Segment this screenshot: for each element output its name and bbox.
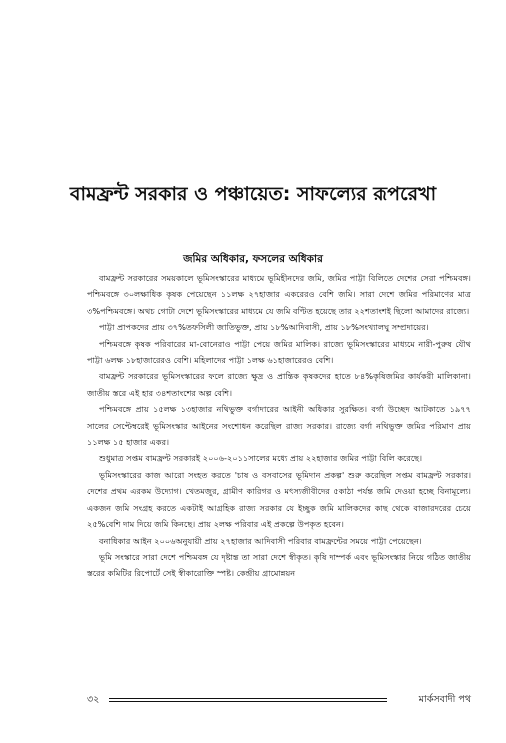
journal-name: মার্কসবাদী পথ xyxy=(418,694,471,705)
paragraph: পশ্চিমবঙ্গে প্রায় ১৫লক্ষ ১৩হাজার নথিভুক্ত বর্গাদারের আইনী অধিকার সুরক্ষিত। বর্গা উচ্ছেদ আটকাতে ১৯৭৭ সালের সেপ্টেম্বরেই ভূমিসংস্কার আইনের সংশোধন করেছিল রাজ্য সরকার। রাজ্যে বর্গা নথিভুক্ত জমির পরিমাণ প্রায় ১১লক্ষ ১৫ হাজার একর। xyxy=(87,404,471,448)
paragraph: বনাধিকার আইন ২০০৬অনুযায়ী প্রায় ২৭হাজার আদিবাসী পরিবার বামফ্রন্টের সময়ে পাট্টা পেয়েছেন। xyxy=(99,535,422,546)
article-body xyxy=(87,270,471,582)
section-heading: জমির অধিকার, ফসলের অধিকার xyxy=(183,253,323,265)
paragraph: বামফ্রন্ট সরকারের ভূমিসংস্কারের ফলে রাজ্যে ক্ষুদ্র ও প্রান্তিক কৃষকদের হাতে ৮৪%কৃষিজমির কার্যকরী মালিকানা। জাতীয় স্তরে এই হার ৩৪শতাংশের অল্প বেশি। xyxy=(87,371,471,398)
article-title: বামফ্রন্ট সরকার ও পঞ্চায়েত: সাফল্যের রূপরেখা xyxy=(69,183,437,205)
paragraph: বামফ্রন্ট সরকারের সময়কালে ভূমিসংস্কারের মাধ্যমে ভূমিহীনদের জমি, জমির পাট্টা বিলিতে দেশের সেরা পশ্চিমবঙ্গ। পশ্চিমবঙ্গে ৩০লক্ষাধিক কৃষক পেয়েছেন ১১লক্ষ ২৭হাজার একরেরও বেশি জমি। সারা দেশে জমির পরিমাণের মাত্র ৩%পশ্চিমবঙ্গে। অথচ গোটা দেশে ভূমিসংস্কারের মাধ্যমে যে জমি বণ্টিত হয়েছে তার ২২শতাংশই ছিলো আমাদের রাজ্যে। xyxy=(87,273,471,316)
footer-rule xyxy=(109,698,387,704)
paragraph: ভূমিসংস্কারের কাজ আরো সংহত করতে 'চাষ ও বসবাসের ভূমিদান প্রকল্প' শুরু করেছিল সপ্তম বামফ্রন্ট সরকার। দেশের প্রথম এরকম উদ্যোগ। খেতমজুর, গ্রামীণ কারিগর ও মৎস্যজীবীদের ৫কাঠা পর্যন্ত জমি দেওয়া হচ্ছে বিনামূল্যে। একজন জমি সংগ্রহ করতে একটাই আগ্রহিক রাজ্য সরকার যে ইচ্ছুক জমি মালিকদের কাছ থেকে বাজারদরের চেয়ে ২৫%বেশি দাম দিয়ে জমি কিনছে। প্রায় ২লক্ষ পরিবার এই প্রকল্পে উপকৃত হবেন। xyxy=(87,469,471,530)
page-number: ৩২ xyxy=(87,694,100,705)
paragraph: পশ্চিমবঙ্গে কৃষক পরিবারের মা-বোনেরাও পাট্টা পেয়ে জমির মালিক। রাজ্যে ভূমিসংস্কারের মাধ্যমে নারী-পুরুষ যৌথ পাট্টা ৬লক্ষ ১৮হাজারেরও বেশি। মহিলাদের পাট্টা ১লক্ষ ৬১হাজারেরও বেশি। xyxy=(87,338,471,366)
paragraph: পাট্টা প্রাপকদের প্রায় ৩৭%তফসিলী জাতিভুক্ত, প্রায় ১৮%আদিবাসী, প্রায় ১৮%সংখ্যালঘু সম্প্রদায়ের। xyxy=(99,322,429,333)
page-footer xyxy=(87,693,471,707)
paragraph: শুধুমাত্র সপ্তম বামফ্রন্ট সরকারই ২০০৬-২০১১সালের মধ্যে প্রায় ২২হাজার জমির পাট্টা বিলি করেছে। xyxy=(99,453,423,464)
paragraph: ভূমি সংস্কারে সারা দেশে পশ্চিমবঙ্গ যে দৃষ্টান্ত তা সারা দেশে স্বীকৃত। কৃষি দাম্পর্ক এবং ভূমিসংস্কার নিয়ে গঠিত জাতীয় স্তরের কমিটির রিপোর্টে সেই স্বীকারোক্তি স্পষ্ট। কেন্দ্রীয় গ্রামোন্নয়ন xyxy=(87,551,471,579)
